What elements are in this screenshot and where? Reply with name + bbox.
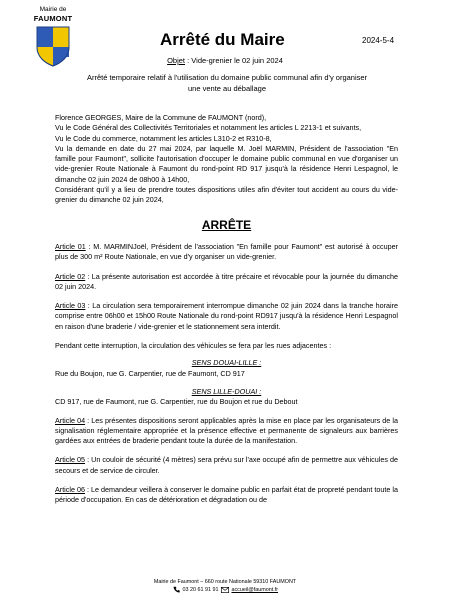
subject-line bbox=[0, 56, 450, 65]
arrete-heading: ARRÊTE bbox=[201, 217, 252, 232]
article-01 bbox=[55, 242, 398, 263]
direction-lille-douai-streets: CD 917, rue de Faumont, rue G. Carpentier, rue du Boujon et rue du Debout bbox=[55, 397, 298, 407]
article-text: : Le demandeur veillera à conserver le domaine public en parfait état de propreté pendant toute la période d'occupation. En cas de détérioration et dégradation ou de bbox=[55, 485, 399, 505]
document-title: Arrêté du Maire bbox=[160, 30, 285, 49]
considerant-line: Vu le Code Général des Collectivités Territoriales et notamment les articles L 2213-1 et suivants, bbox=[55, 123, 362, 133]
article-label: Article 05 bbox=[55, 455, 86, 465]
article-label: Article 01 bbox=[55, 241, 86, 251]
logo-line-2: FAUMONT bbox=[33, 14, 73, 23]
article-label: Article 02 bbox=[55, 271, 86, 281]
article-label: Article 06 bbox=[55, 485, 85, 495]
logo-line-1: Mairie de bbox=[39, 6, 67, 13]
footer-phone: 03 20 61 91 91 bbox=[182, 587, 219, 593]
considerant-line: Vu le Code du commerce, notamment les articles L310-2 et R310-8, bbox=[55, 133, 272, 143]
direction-lille-douai-title: SENS LILLE-DOUAI : bbox=[191, 386, 262, 396]
article-label: Article 04 bbox=[55, 415, 86, 425]
footer-address: Mairie de Faumont – 660 route Nationale 59310 FAUMONT bbox=[153, 579, 297, 585]
decree-subtitle: Arrêté temporaire relatif à l'utilisation du domaine public communal afin d'y organiser une vente au déballage bbox=[86, 73, 368, 93]
considerants bbox=[55, 113, 398, 206]
article-05 bbox=[55, 455, 398, 476]
page-footer bbox=[0, 578, 450, 594]
subject-label: Objet bbox=[167, 56, 186, 65]
phone-icon bbox=[173, 586, 180, 593]
document-body bbox=[55, 113, 398, 515]
article-06 bbox=[55, 485, 398, 506]
considerant-line: Considérant qu'il y a lieu de prendre toutes dispositions utiles afin d'éviter tout accident au cours du vide-grenier du dimanche 02 juin 2024, bbox=[55, 185, 398, 205]
deviation-note: Pendant cette interruption, la circulation des véhicules se fera par les rues adjacentes : bbox=[55, 341, 332, 351]
considerant-line: Florence GEORGES, Maire de la Commune de FAUMONT (nord), bbox=[55, 113, 267, 122]
subject-text: : Vide-grenier le 02 juin 2024 bbox=[185, 56, 283, 65]
direction-douai-lille-streets: Rue du Boujon, rue G. Carpentier, rue de Faumont, CD 917 bbox=[55, 368, 245, 378]
footer-email-link[interactable]: accueil@faumont.fr bbox=[231, 587, 278, 593]
article-03 bbox=[55, 301, 398, 332]
article-text: : M. MARMINJoël, Président de l'association "En famille pour Faumont" est autorisé à occuper plus de 300 m² Route Nationale, en vue d'y organiser un vide-grenier. bbox=[55, 241, 398, 262]
article-label: Article 03 bbox=[55, 301, 86, 311]
footer-contact bbox=[0, 586, 450, 594]
article-text: : Un couloir de sécurité (4 mètres) sera prévu sur l'axe occupé afin de permettre aux véhicules de secours et de service de circuler. bbox=[55, 455, 398, 475]
direction-douai-lille-title: SENS DOUAI-LILLE : bbox=[191, 358, 262, 368]
considerant-line: Vu la demande en date du 27 mai 2024, par laquelle M. Joël MARMIN, Président de l'association "En famille pour Faumont", sollicite l'autorisation d'occuper le domaine public communal en vue d'organiser un vide-grenier Route Nationale à Faumont du rond-point RD 917 jusqu'à la résidence Henri Lespagnol, le dimanche 02 juin 2024 de 08h00 à 14h00, bbox=[55, 143, 398, 184]
article-text: : Les présentes dispositions seront applicables après la mise en place par les organisateurs de la signalisation réglementaire appropriée et la présence effective et permanente de signaleurs aux barrières gardées aux entrées de braderie pendant toute la durée de la manifestation. bbox=[55, 415, 398, 446]
decree-reference: 2024-5-4 bbox=[362, 36, 395, 45]
article-text: : La présente autorisation est accordée à titre précaire et révocable pour la journée du dimanche 02 juin 2024. bbox=[55, 271, 398, 291]
article-04 bbox=[55, 416, 398, 447]
article-text: : La circulation sera temporairement interrompue dimanche 02 juin 2024 dans la tranche horaire comprise entre 06h00 et 15h00 Route Nationale du rond-point RD917 jusqu'à la résidence Henri Lespagnol en raison d'une braderie / vide-grenier et le stationnement sera interdit. bbox=[55, 301, 398, 331]
email-icon bbox=[221, 587, 229, 593]
article-02 bbox=[55, 272, 398, 293]
